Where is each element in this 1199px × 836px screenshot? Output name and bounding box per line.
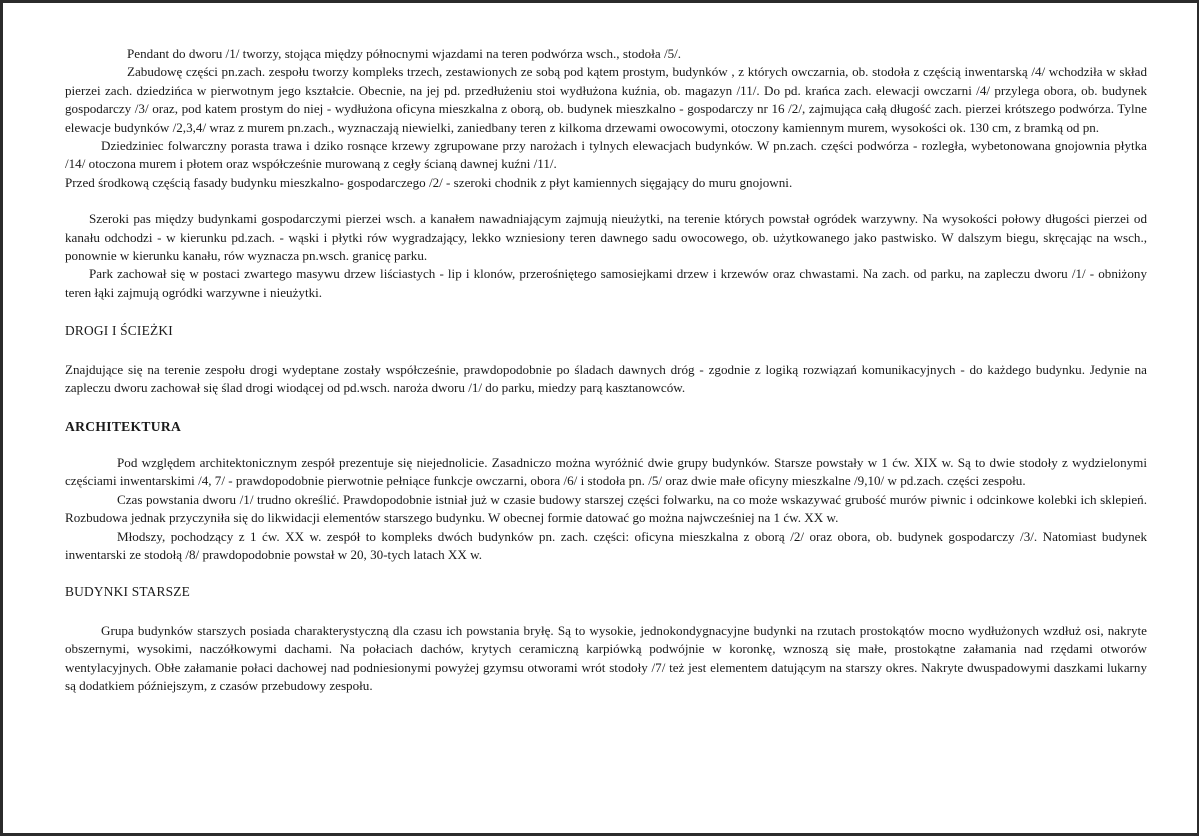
heading-drogi-i-sciezki: DROGI I ŚCIEŻKI <box>65 323 173 339</box>
paragraph-chodnik: Przed środkową częścią fasady budynku mieszkalno- gospodarczego /2/ - szeroki chodnik z płyt kamiennych sięgający do muru gnojowni. <box>65 174 793 190</box>
heading-budynki-starsze: BUDYNKI STARSZE <box>65 584 191 600</box>
paragraph-budynki-starsze: Grupa budynków starszych posiada charakterystyczną dla czasu ich powstania bryłę. Są to wysokie, jednokondygnacyjne budynki na rzutach prostokątów mocno wydłużonych wzdłuż osi, nakryte obszernymi, wysokimi, naczółkowymi dachami. Na połaciach dachów, krytych ceramiczną karpiówką podwójnie w koronkę, wznoszą się małe, prostokątne załamania nad rzędami otworów wentylacyjnych. Obłe załamanie połaci dachowej nad podniesionymi powyżej gzymsu otworami wrót stodoły /7/ też jest elementem datującym na starszy okres. Nakryte dwuspadowymi daszkami lukarny są dodatkiem późniejszym, z czasów przebudowy zespołu. <box>65 622 1147 693</box>
paragraph-szeroki-pas: Szeroki pas między budynkami gospodarczymi pierzei wsch. a kanałem nawadniającym zajmują nieużytki, na terenie których powstał ogródek warzywny. Na wysokości połowy długości pierzei od kanału odchodzi - w kierunku pd.zach. - wąski i płytki rów wygradzający, lekko wzniesiony teren dawnego sadu owocowego, ob. użytkowanego jako pastwisko. W dalszym biegu, skręcając na wsch., ponownie w kierunku kanału, rów wyznacza pn.wsch. granicę parku. <box>65 211 1147 264</box>
paragraph-architektura-1: Pod względem architektonicznym zespół prezentuje się niejednolicie. Zasadniczo można wyróżnić dwie grupy budynków. Starsze powstały w 1 ćw. XIX w. Są to dwie stodoły z wydzielonymi częściami inwentarskimi /4, 7/ - prawdopodobnie pierwotnie pełniące funkcje owczarni, obora /6/ i stodoła pn. /5/ oraz dwie małe oficyny mieszkalne /9,10/ w pd.zach. części zespołu. <box>65 454 1147 489</box>
paragraph-zabudowa: Zabudowę części pn.zach. zespołu tworzy kompleks trzech, zestawionych ze sobą pod kątem prostym, budynków , z których owczarnia, ob. stodoła z częścią inwentarską /4/ wchodziła w skład pierzei zach. dziedzińca w pierwotnym jego kształcie. Obecnie, na jej pd. przedłużeniu stoi wydłużona kuźnia, ob. magazyn /11/. Do pd. krańca zach. elewacji owczarni /4/ przylega obora, ob. budynek gospodarczy /3/ oraz, pod katem prostym do niej - wydłużona oficyna mieszkalna z oborą, ob. budynek mieszkalno - gospodarczy nr 16 /2/, zajmująca całą długość zach. pierzei krótszego podwórza. Tylne elewacje budynków /2,3,4/ wraz z murem pn.zach., wyznaczają niewielki, zaniedbany teren z kilkoma drzewami owocowymi, otoczony kamiennym murem, wysokości ok. 130 cm, z bramką od pn. <box>65 64 1147 135</box>
paragraph-dziedziniec: Dziedziniec folwarczny porasta trawa i dziko rosnące krzewy zgrupowane przy narożach i tylnych elewacjach budynków. W pn.zach. części podwórza - rozległa, wybetonowana gnojownia płytka /14/ otoczona murem i płotem oraz współcześnie murowaną z cegły ścianą dawnej kuźni /11/. <box>65 138 1147 172</box>
document-page <box>65 45 1147 695</box>
paragraph-pendant: Pendant do dworu /1/ tworzy, stojąca między północnymi wjazdami na teren podwórza wsch., stodoła /5/. <box>127 46 682 61</box>
paragraph-architektura-3: Młodszy, pochodzący z 1 ćw. XX w. zespół to kompleks dwóch budynków pn. zach. części: oficyna mieszkalna z oborą /2/ oraz obora, ob. budynek gospodarczy /3/. Natomiast budynek inwentarski ze stodołą /8/ prawdopodobnie powstał w 20, 30-tych latach XX w. <box>65 528 1147 562</box>
paragraph-architektura-2: Czas powstania dworu /1/ trudno określić. Prawdopodobnie istniał już w czasie budowy starszej części folwarku, na co może wskazywać grubość murów piwnic i odcinkowe kolebki ich sklepień. Rozbudowa jednak przyczyniła się do likwidacji elementów starszego budynku. W obecnej formie datować go można najwcześniej na 1 ćw. XX w. <box>65 491 1147 526</box>
paragraph-park: Park zachował się w postaci zwartego masywu drzew liściastych - lip i klonów, przerośniętego samosiejkami drzew i krzewów oraz chwastami. Na zach. od parku, na zapleczu dworu /1/ - obniżony teren łąki zajmują ogródki warzywne i nieużytki. <box>65 266 1147 300</box>
paragraph-drogi: Znajdujące się na terenie zespołu drogi wydeptane zostały współcześnie, prawdopodobnie po śladach dawnych dróg - zgodnie z logiką rozwiązań komunikacyjnych - do każdego budynku. Jedynie na zapleczu dworu zachował się ślad drogi wiodącej od pd.wsch. naroża dworu /1/ do parku, miedzy parą kasztanowców. <box>65 361 1147 396</box>
heading-architektura: ARCHITEKTURA <box>65 418 182 434</box>
